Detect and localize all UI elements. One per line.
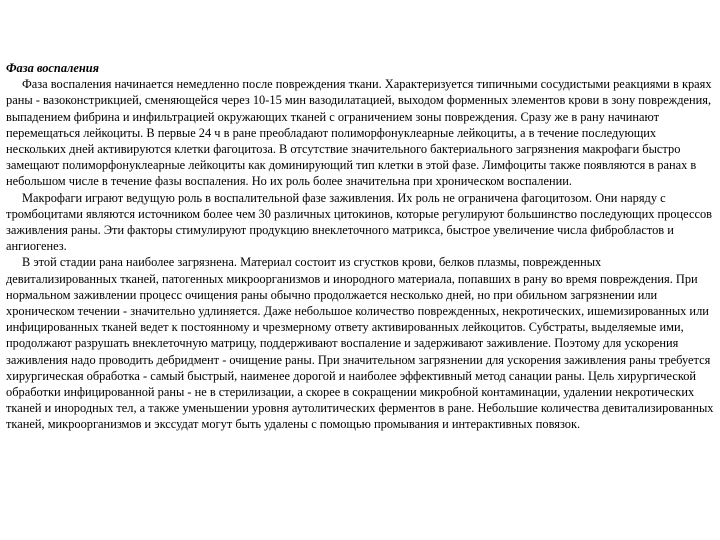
paragraph-inflammation-phase: Фаза воспаления начинается немедленно после повреждения ткани. Характеризуется типичными сосудистыми реакциями в краях раны - вазоконстрикцией, сменяющейся через 10-15 мин вазодилатацией, выходом форменных элементов крови в зону повреждения, выпадением фибрина и инфильтрацией окружающих тканей с ограничением зоны повреждения. Сразу же в рану начинают перемещаться лейкоциты. В первые 24 ч в ране преобладают полиморфонуклеарные лейкоциты, а в течение последующих нескольких дней активируются клетки фагоцитоза. В отсутствие значительного бактериального загрязнения макрофаги быстро замещают полиморфонуклеарные лейкоциты как доминирующий тип клетки в этой фазе. Лимфоциты также появляются в ранах в небольшом числе в течение фазы воспаления. Но их роль более значительна при хроническом воспалении.	[6, 77, 712, 189]
paragraph-wound-cleaning: В этой стадии рана наиболее загрязнена. Материал состоит из сгустков крови, белков плазмы, поврежденных девитализированных тканей, патогенных микроорганизмов и инородного материала, попавших в рану во время повреждения. При нормальном заживлении процесс очищения раны обычно продолжается несколько дней, но при обильном загрязнении или хроническом течении - значительно удлиняется. Даже небольшое количество поврежденных, некротических, ишемизированных или инфицированных тканей ведет к постоянному и чрезмерному ответу активированных лейкоцитов. Субстраты, выделяемые ими, продолжают разрушать внеклеточную матрицу, поддерживают воспаление и задерживают заживление. Поэтому для ускорения заживления надо проводить дебридмент - очищение раны. При значительном загрязнении для ускорения заживления раны требуется хирургическая обработка - самый быстрый, наименее дорогой и наиболее эффективный метод санации раны. Цель хирургической обработки инфицированной раны - не в стерилизации, а скорее в сокращении микробной контаминации, удалении некротических тканей и инородных тел, а также уменьшении уровня аутолитических ферментов в ране. Небольшие количества девитализированных тканей, микроорганизмов и экссудат могут быть удалены с помощью промывания и интерактивных повязок.	[6, 255, 714, 432]
section-heading: Фаза воспаления	[6, 61, 100, 75]
paragraph-macrophages: Макрофаги играют ведущую роль в воспалительной фазе заживления. Их роль не ограничена фагоцитозом. Они наряду с тромбоцитами являются источником более чем 30 различных цитокинов, которые регулируют большинство последующих процессов заживления раны. Эти факторы стимулируют продукцию внеклеточного матрикса, быстрое увеличение числа фибробластов и ангиогенез.	[6, 190, 712, 254]
document-page	[6, 60, 714, 433]
